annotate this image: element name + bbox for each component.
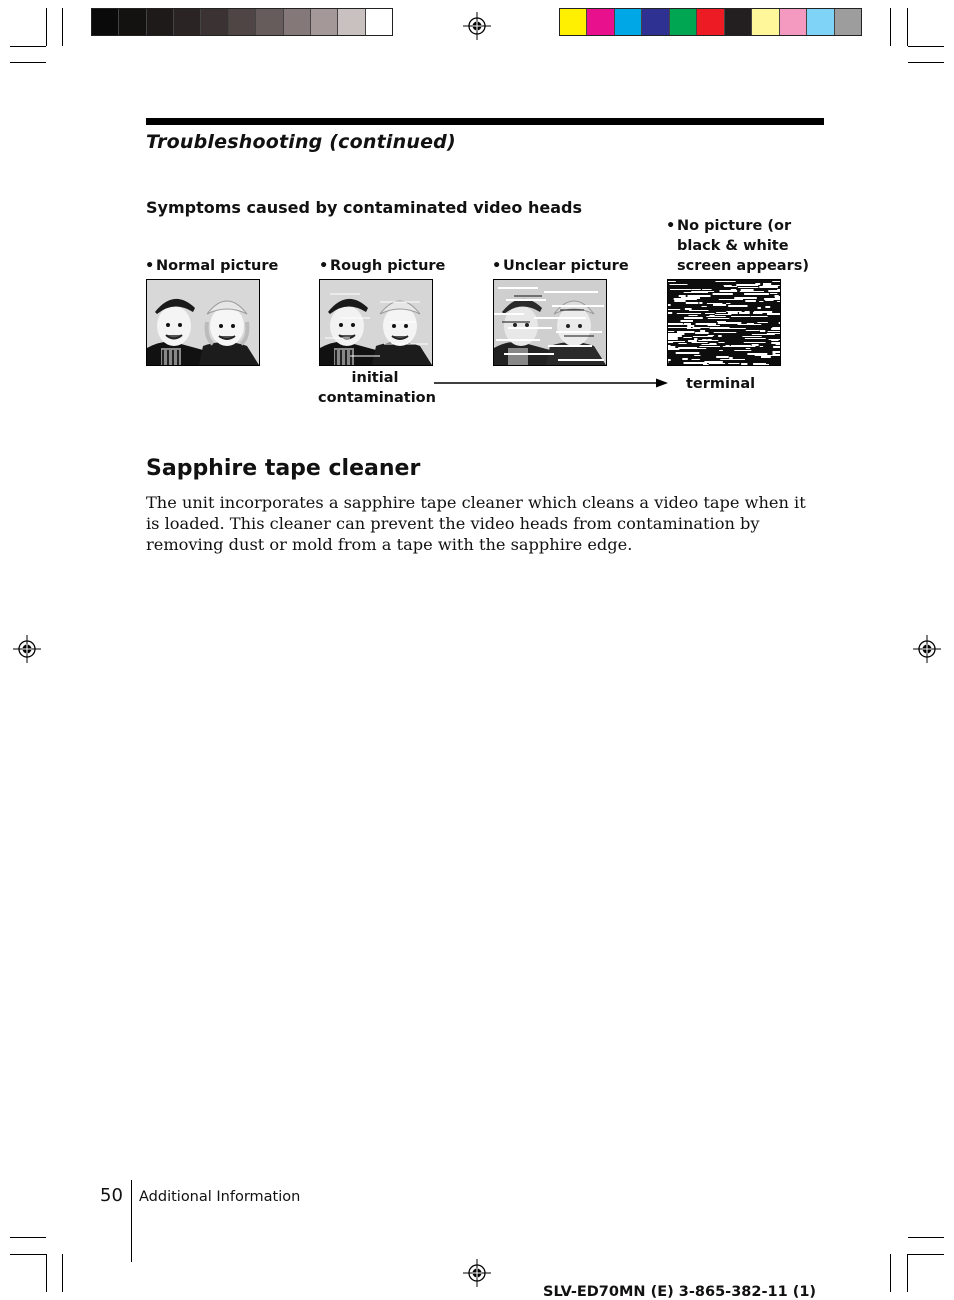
- calibration-swatch: [174, 9, 201, 35]
- crop-mark: [907, 8, 908, 46]
- calibration-swatch: [201, 9, 228, 35]
- section-body-text: The unit incorporates a sapphire tape cleaner which cleans a video tape when it is loaded. This cleaner can prevent the video heads from contamination by removing dust or mold from a tape with the sapphire edge.: [146, 493, 806, 554]
- label-text: black & white: [677, 238, 789, 254]
- model-code: SLV-ED70MN (E) 3-865-382-11 (1): [543, 1284, 817, 1300]
- crop-mark: [62, 8, 63, 46]
- no-picture-noise-image: [667, 279, 781, 366]
- calibration-swatch: [725, 9, 752, 35]
- calibration-swatch: [615, 9, 642, 35]
- rough-picture-image: [319, 279, 433, 366]
- calibration-swatch: [697, 9, 724, 35]
- registration-target-icon: [463, 1259, 491, 1287]
- calibration-swatch: [587, 9, 614, 35]
- calibration-swatch: [752, 9, 779, 35]
- page-number: 50: [100, 1185, 123, 1206]
- initial-contamination-note: [318, 368, 436, 408]
- crop-mark: [908, 46, 944, 47]
- crop-mark: [890, 1254, 891, 1292]
- running-title: Troubleshooting (continued): [146, 131, 456, 153]
- bullet: •: [492, 258, 502, 274]
- label-text: screen appears): [677, 258, 809, 274]
- calibration-swatch: [284, 9, 311, 35]
- label-text: Unclear picture: [503, 258, 629, 274]
- calibration-swatch: [807, 9, 834, 35]
- calibration-swatch: [366, 9, 392, 35]
- normal-picture-image: [146, 279, 260, 366]
- label-no-picture: [666, 216, 809, 276]
- section-title: Sapphire tape cleaner: [146, 456, 421, 481]
- crop-mark: [10, 1254, 46, 1255]
- calibration-swatch: [256, 9, 283, 35]
- unclear-picture-image: [493, 279, 607, 366]
- terminal-note: terminal: [686, 376, 756, 392]
- label-unclear-picture: [492, 256, 629, 276]
- crop-mark: [10, 46, 46, 47]
- label-normal-picture: [145, 256, 278, 276]
- calibration-swatch: [119, 9, 146, 35]
- bullet: •: [666, 218, 676, 234]
- bullet: •: [145, 258, 155, 274]
- calibration-swatch: [147, 9, 174, 35]
- registration-target-icon: [13, 635, 41, 663]
- label-text: Rough picture: [330, 258, 446, 274]
- crop-mark: [46, 1254, 47, 1292]
- calibration-swatch: [642, 9, 669, 35]
- crop-mark: [890, 8, 891, 46]
- grayscale-calibration-bar: [91, 8, 393, 36]
- registration-target-icon: [463, 12, 491, 40]
- label-text: No picture (or: [677, 218, 792, 234]
- crop-mark: [907, 1254, 908, 1292]
- calibration-swatch: [835, 9, 861, 35]
- footer-section-name: Additional Information: [139, 1189, 301, 1205]
- bullet: •: [319, 258, 329, 274]
- header-rule: [146, 118, 824, 125]
- calibration-swatch: [338, 9, 365, 35]
- crop-mark: [10, 62, 46, 63]
- note-line: initial: [351, 370, 399, 386]
- label-text: Normal picture: [156, 258, 279, 274]
- calibration-swatch: [670, 9, 697, 35]
- crop-mark: [908, 1254, 944, 1255]
- crop-mark: [46, 8, 47, 46]
- note-line: contamination: [318, 390, 436, 406]
- color-calibration-bar: [559, 8, 862, 36]
- calibration-swatch: [560, 9, 587, 35]
- crop-mark: [908, 62, 944, 63]
- crop-mark: [62, 1254, 63, 1292]
- label-rough-picture: [319, 256, 445, 276]
- footer-divider: [131, 1180, 132, 1262]
- calibration-swatch: [311, 9, 338, 35]
- progression-arrow-icon: [432, 377, 670, 389]
- symptoms-heading: Symptoms caused by contaminated video heads: [146, 198, 582, 217]
- registration-target-icon: [913, 635, 941, 663]
- calibration-swatch: [780, 9, 807, 35]
- crop-mark: [908, 1237, 944, 1238]
- crop-mark: [10, 1237, 46, 1238]
- calibration-swatch: [92, 9, 119, 35]
- calibration-swatch: [229, 9, 256, 35]
